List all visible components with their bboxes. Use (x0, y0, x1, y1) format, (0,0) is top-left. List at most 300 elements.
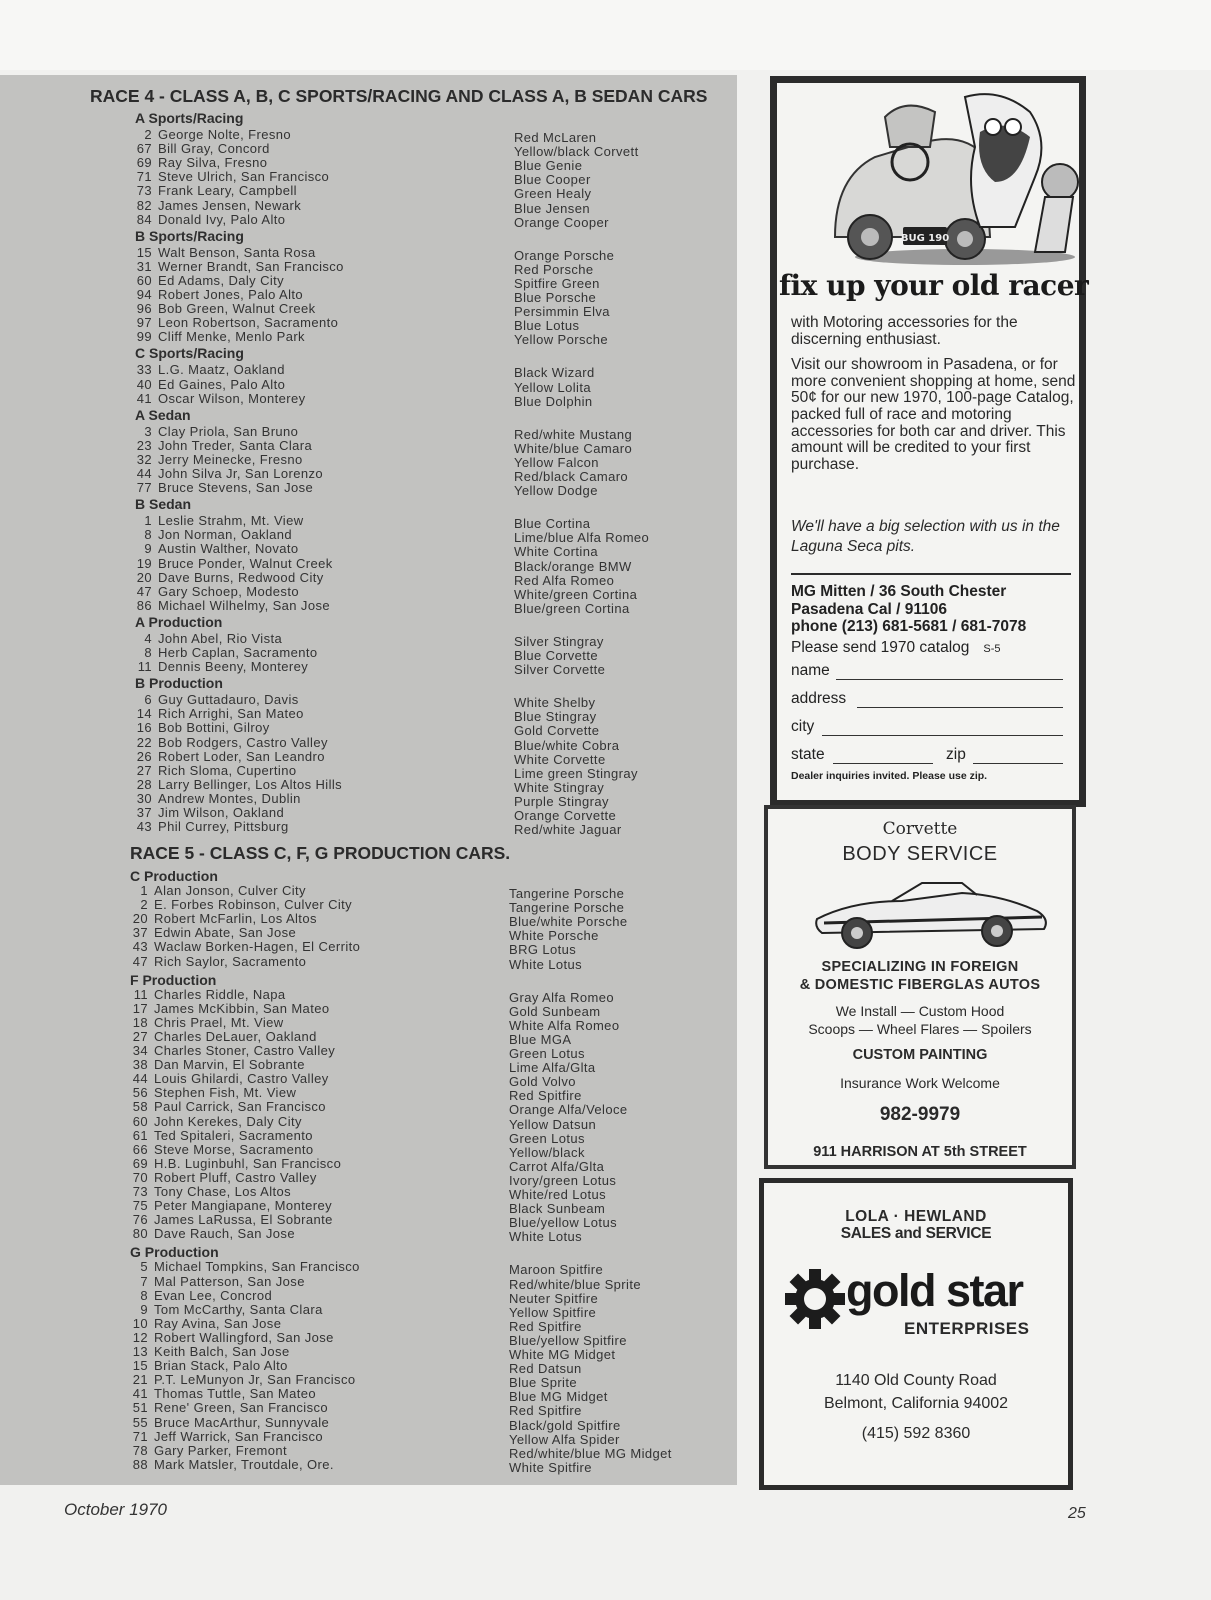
car-number: 55 (132, 1414, 148, 1430)
car-number: 99 (136, 329, 152, 345)
brand-subtitle: ENTERPRISES (904, 1319, 1030, 1338)
car-description: Red/white/blue Sprite (509, 1276, 641, 1292)
car-description: Red Datsun (509, 1361, 582, 1377)
car-number: 37 (132, 925, 148, 941)
car-description: Blue/yellow Spitfire (509, 1332, 627, 1348)
name-field[interactable] (791, 662, 1063, 682)
entry-row (122, 1114, 302, 1129)
entry-row (122, 1288, 272, 1303)
car-number: 8 (144, 527, 152, 543)
entry-row (126, 424, 298, 439)
driver-name: Andrew Montes, Dublin (158, 790, 301, 806)
car-description: Ivory/green Lotus (509, 1172, 617, 1188)
entry-row (122, 1443, 287, 1458)
entry-row (126, 763, 296, 778)
car-description: Carrot Alfa/Glta (509, 1158, 605, 1174)
car-description: Blue/white Porsche (509, 914, 628, 930)
entry-row (126, 301, 316, 316)
car-number: 77 (136, 480, 152, 496)
entry-row (122, 1259, 360, 1274)
car-description: Orange Corvette (514, 808, 617, 823)
entry-row (122, 1212, 333, 1227)
ad-paragraph: Visit our showroom in Pasadena, or for more convenient shopping at home, send 50¢ for our new 1970, 100-page Catalog, packed full of race and motoring accessories for both car and driver. This amount will be credited to your first purchase. (791, 356, 1076, 473)
ad-paragraph: with Motoring accessories for the discerning enthusiast. (791, 314, 1018, 348)
car-description: Gold Volvo (509, 1074, 576, 1090)
car-number: 76 (132, 1212, 148, 1228)
class-heading: B Sports/Racing (135, 227, 244, 244)
driver-name: John Silva Jr, San Lorenzo (158, 466, 324, 481)
page-top-margin (0, 0, 1211, 70)
car-description: Green Lotus (509, 1046, 585, 1061)
car-description: Gray Alfa Romeo (509, 989, 614, 1005)
driver-name: Bruce MacArthur, Sunnyvale (154, 1414, 330, 1430)
car-description: White/red Lotus (509, 1187, 607, 1202)
car-number: 82 (136, 197, 152, 213)
state-label: state (791, 746, 825, 763)
address-line: 1140 Old County Road (835, 1372, 997, 1389)
car-number: 9 (140, 1301, 148, 1317)
car-number: 30 (136, 790, 152, 806)
car-number: 3 (144, 423, 152, 439)
entry-row (122, 1226, 295, 1241)
driver-name: Tony Chase, Los Altos (154, 1184, 292, 1199)
driver-name: Mal Patterson, San Jose (154, 1273, 305, 1289)
ad-title-small: Corvette (882, 819, 958, 839)
catalog-request-text: Please send 1970 catalog (791, 639, 970, 656)
car-description: Black Sunbeam (509, 1201, 606, 1217)
driver-name: James Jensen, Newark (158, 197, 302, 213)
city-field[interactable] (791, 718, 1063, 738)
phone-number: (415) 592 8360 (861, 1425, 971, 1442)
entry-row (122, 1029, 317, 1044)
car-description: Yellow/black (509, 1144, 585, 1160)
car-description: Red Spitfire (509, 1318, 582, 1334)
car-description: Tangerine Porsche (509, 886, 625, 901)
driver-name: Leon Robertson, Sacramento (158, 315, 339, 331)
entry-row (126, 777, 342, 792)
driver-name: Charles DeLauer, Oakland (154, 1028, 317, 1044)
car-number: 13 (132, 1344, 148, 1359)
car-description: Red/white Jaguar (514, 822, 622, 838)
car-number: 66 (132, 1141, 148, 1157)
car-description: White Stingray (514, 779, 605, 795)
car-number: 43 (136, 819, 152, 835)
entry-row (122, 1043, 335, 1058)
entry-row (122, 1099, 326, 1114)
driver-name: Donald Ivy, Palo Alto (158, 211, 286, 227)
driver-name: Bruce Stevens, San Jose (158, 480, 314, 496)
driver-name: Ed Gaines, Palo Alto (158, 376, 286, 392)
car-number: 47 (132, 953, 148, 969)
car-description: Blue Genie (514, 158, 583, 174)
car-number: 37 (136, 805, 152, 820)
entry-row (126, 805, 284, 820)
dealer-note: Dealer inquiries invited. Please use zip. (791, 770, 988, 782)
entry-row (126, 645, 318, 660)
car-description: Blue Sprite (509, 1375, 577, 1391)
issue-date: October 1970 (64, 1500, 168, 1519)
entry-row (122, 1142, 314, 1157)
driver-name: Waclaw Borken-Hagen, El Cerrito (154, 939, 361, 955)
car-number: 10 (132, 1315, 148, 1331)
entry-row (122, 911, 317, 926)
entry-row (126, 735, 328, 750)
car-number: 8 (140, 1287, 148, 1303)
class-heading: A Production (135, 613, 223, 630)
entry-row (122, 939, 360, 954)
car-description: Maroon Spitfire (509, 1262, 604, 1278)
class-heading: B Production (135, 675, 223, 692)
car-number: 23 (136, 437, 152, 453)
entry-row (122, 1457, 334, 1472)
driver-name: Ray Silva, Fresno (158, 155, 268, 171)
entry-row (126, 749, 325, 764)
car-number: 71 (136, 169, 152, 185)
car-number: 21 (132, 1372, 148, 1388)
driver-name: Bruce Ponder, Walnut Creek (158, 555, 333, 571)
driver-name: Brian Stack, Palo Alto (154, 1358, 288, 1374)
driver-name: Michael Tompkins, San Francisco (154, 1259, 360, 1275)
car-description: Spitfire Green (514, 275, 600, 291)
driver-name: Robert Jones, Palo Alto (158, 287, 304, 302)
car-description: Red Porsche (514, 261, 594, 277)
entry-row (122, 1198, 332, 1213)
car-description: Yellow Spitfire (509, 1304, 597, 1320)
zip-blank[interactable] (973, 763, 1063, 764)
car-number: 17 (132, 1000, 148, 1016)
car-number: 40 (136, 376, 152, 392)
car-description: Lime/blue Alfa Romeo (514, 530, 650, 546)
car-description: Yellow Dodge (514, 483, 598, 499)
driver-name: George Nolte, Fresno (158, 127, 292, 142)
car-description: Blue Porsche (514, 290, 597, 305)
car-description: Green Lotus (509, 1130, 585, 1146)
entry-row (122, 1156, 341, 1171)
driver-name: Thomas Tuttle, San Mateo (154, 1386, 317, 1402)
entry-row (126, 584, 299, 599)
car-description: Gold Corvette (514, 723, 600, 739)
driver-name: Robert Loder, San Leandro (158, 748, 325, 764)
car-number: 61 (132, 1127, 148, 1143)
ad-headline: fix up your old racer (779, 269, 1089, 302)
car-description: Lime green Stingray (514, 765, 638, 781)
car-number: 2 (144, 127, 152, 142)
driver-name: Chris Prael, Mt. View (154, 1014, 284, 1030)
address-line: MG Mitten / 36 South Chester (791, 583, 1007, 600)
car-description: Lime Alfa/Glta (509, 1060, 596, 1076)
car-number: 5 (140, 1259, 148, 1275)
car-description: White Corvette (514, 751, 606, 767)
driver-name: Dave Rauch, San Jose (154, 1226, 295, 1242)
car-description: White Cortina (514, 544, 598, 560)
car-number: 69 (136, 155, 152, 171)
car-number: 70 (132, 1169, 148, 1185)
driver-name: Leslie Strahm, Mt. View (158, 513, 304, 529)
driver-name: Steve Ulrich, San Francisco (158, 169, 330, 185)
entry-row (126, 513, 304, 528)
entry-row (126, 819, 289, 834)
driver-name: Bill Gray, Concord (158, 141, 270, 157)
driver-name: Edwin Abate, San Jose (154, 925, 297, 941)
driver-name: Jon Norman, Oakland (158, 527, 293, 543)
car-description: Red/white Mustang (514, 426, 633, 442)
entry-row (122, 1386, 316, 1401)
driver-name: Rich Saylor, Sacramento (154, 953, 307, 969)
car-description: White MG Midget (509, 1347, 616, 1362)
car-number: 12 (132, 1329, 148, 1345)
entry-row (126, 570, 324, 585)
car-number: 7 (140, 1273, 148, 1289)
car-number: 69 (132, 1155, 148, 1171)
entry-row (122, 987, 286, 1002)
car-number: 94 (136, 287, 152, 302)
driver-name: Dan Marvin, El Sobrante (154, 1057, 305, 1073)
state-zip-field[interactable] (791, 746, 1063, 766)
car-number: 18 (132, 1014, 148, 1030)
driver-name: Tom McCarthy, Santa Clara (154, 1301, 323, 1317)
car-number: 8 (144, 645, 152, 660)
service-line: Scoops — Wheel Flares — Spoilers (808, 1021, 1032, 1037)
driver-name: Austin Walther, Novato (158, 541, 299, 557)
license-plate: BUG 190 (900, 233, 950, 244)
gold-star-logo-icon (784, 1268, 846, 1330)
car-number: 38 (132, 1057, 148, 1073)
car-number: 43 (132, 939, 148, 955)
mg-mitten-ad (770, 76, 1089, 807)
car-description: BRG Lotus (509, 942, 577, 958)
car-number: 6 (144, 692, 152, 708)
driver-name: Rich Sloma, Cupertino (158, 762, 297, 778)
car-number: 2 (140, 897, 148, 913)
car-description: Yellow/black Corvett (514, 144, 639, 160)
car-description: Silver Corvette (514, 662, 606, 678)
gold-star-ad (759, 1178, 1073, 1490)
insurance-line: Insurance Work Welcome (840, 1075, 1000, 1091)
driver-name: Paul Carrick, San Francisco (154, 1099, 326, 1115)
car-description: Yellow Falcon (514, 454, 599, 470)
class-heading: F Production (130, 971, 217, 988)
driver-name: Mark Matsler, Troutdale, Ore. (154, 1456, 334, 1472)
entry-row (122, 1001, 329, 1016)
car-description: Red/white/blue MG Midget (509, 1445, 672, 1461)
entry-row (126, 245, 316, 260)
car-number: 44 (136, 466, 152, 481)
car-number: 4 (144, 630, 152, 646)
driver-name: Peter Mangiapane, Monterey (154, 1198, 333, 1214)
entry-row (126, 155, 267, 170)
corvette-body-service-ad (764, 805, 1076, 1169)
entry-row (122, 1415, 329, 1430)
car-description: Green Healy (514, 186, 592, 202)
entry-row (122, 1071, 329, 1086)
entry-row (122, 1330, 334, 1345)
entry-row (126, 706, 304, 721)
entry-row (122, 1085, 296, 1100)
entry-row (126, 169, 329, 184)
car-number: 78 (132, 1442, 148, 1458)
car-number: 28 (136, 776, 152, 792)
driver-name: Charles Stoner, Castro Valley (154, 1043, 336, 1058)
race5-title: RACE 5 - CLASS C, F, G PRODUCTION CARS. (130, 843, 511, 863)
name-blank[interactable] (836, 679, 1063, 680)
address-label: address (791, 690, 847, 707)
driver-name: Cliff Menke, Menlo Park (158, 329, 305, 345)
car-description: Blue MGA (509, 1031, 572, 1047)
driver-name: Evan Lee, Concrod (154, 1287, 273, 1303)
car-number: 22 (136, 734, 152, 750)
car-description: White Spitfire (509, 1459, 592, 1475)
car-description: Black/orange BMW (514, 558, 632, 574)
entry-row (122, 897, 352, 912)
address-field[interactable] (791, 690, 1063, 710)
class-heading: C Sports/Racing (135, 345, 244, 362)
entry-row (126, 720, 270, 735)
specialty-line: & DOMESTIC FIBERGLAS AUTOS (799, 977, 1041, 993)
driver-name: Clay Priola, San Bruno (158, 423, 299, 439)
driver-name: Rene' Green, San Francisco (154, 1400, 329, 1416)
state-blank[interactable] (833, 763, 933, 764)
car-number: 60 (136, 272, 152, 288)
race4-title: RACE 4 - CLASS A, B, C SPORTS/RACING AND CLASS A, B SEDAN CARS (90, 86, 708, 106)
entry-row (126, 480, 313, 495)
driver-name: Werner Brandt, San Francisco (158, 258, 344, 274)
car-number: 71 (132, 1428, 148, 1444)
ad-title: BODY SERVICE (842, 843, 998, 865)
driver-name: Jeff Warrick, San Francisco (154, 1428, 324, 1444)
driver-name: Gary Parker, Fremont (154, 1442, 287, 1458)
driver-name: Robert Pluff, Castro Valley (154, 1169, 317, 1185)
driver-name: Dave Burns, Redwood City (158, 569, 324, 585)
driver-name: James LaRussa, El Sobrante (154, 1212, 333, 1228)
car-description: Blue Jensen (514, 200, 590, 216)
city-blank[interactable] (822, 735, 1063, 736)
racer-cartoon-illustration (815, 87, 1085, 267)
car-number: 27 (136, 762, 152, 778)
car-description: Tangerine Porsche (509, 900, 625, 916)
car-description: Red Alfa Romeo (514, 572, 615, 588)
driver-name: Dennis Beeny, Monterey (158, 659, 309, 675)
driver-name: Bob Bottini, Gilroy (158, 720, 270, 736)
car-description: Yellow Porsche (514, 332, 609, 348)
car-description: Blue/yellow Lotus (509, 1215, 617, 1231)
car-description: Orange Porsche (514, 247, 615, 263)
entry-row (122, 1184, 291, 1199)
entry-row (122, 1429, 323, 1444)
address-line: phone (213) 681-5681 / 681-7078 (791, 618, 1027, 635)
car-number: 41 (132, 1386, 148, 1402)
driver-name: John Kerekes, Daly City (154, 1113, 302, 1129)
car-description: Blue Cortina (514, 516, 591, 532)
car-number: 88 (132, 1456, 148, 1472)
driver-name: H.B. Luginbuhl, San Francisco (154, 1155, 342, 1171)
driver-name: Louis Ghilardi, Castro Valley (154, 1071, 329, 1087)
entry-row (122, 1372, 355, 1387)
car-number: 16 (136, 720, 152, 736)
entry-row (126, 452, 303, 467)
divider (791, 573, 1071, 575)
car-description: Blue Lotus (514, 318, 580, 334)
driver-name: P.T. LeMunyon Jr, San Francisco (154, 1372, 356, 1388)
car-description: Red Spitfire (509, 1403, 582, 1419)
entry-row (122, 1015, 284, 1030)
car-number: 44 (132, 1071, 148, 1087)
entry-row (126, 273, 284, 288)
ad-italic-note: We'll have a big selection with us in the Laguna Seca pits. (791, 518, 1060, 555)
entry-row (122, 1316, 281, 1331)
brand-name: gold star (846, 1265, 1023, 1316)
city-label: city (791, 718, 815, 735)
corvette-illustration (812, 871, 1052, 953)
entry-row (126, 127, 291, 142)
entry-row (126, 659, 308, 674)
driver-name: John Treder, Santa Clara (158, 437, 313, 453)
car-description: Orange Alfa/Veloce (509, 1102, 628, 1118)
form-code: S-5 (983, 643, 1001, 655)
entry-row (126, 259, 344, 274)
entry-row (126, 141, 270, 156)
entry-row (126, 541, 299, 556)
class-heading: A Sedan (135, 406, 191, 423)
brand-line: SALES and SERVICE (840, 1225, 992, 1242)
driver-name: Phil Currey, Pittsburg (158, 819, 289, 835)
car-description: Black/gold Spitfire (509, 1417, 621, 1433)
car-number: 20 (136, 569, 152, 585)
driver-name: Michael Wilhelmy, San Jose (158, 597, 330, 613)
entry-row (126, 183, 297, 198)
driver-name: E. Forbes Robinson, Culver City (154, 897, 353, 913)
entry-row (126, 438, 312, 453)
car-number: 11 (137, 659, 152, 675)
car-number: 26 (136, 748, 152, 764)
driver-name: Steve Morse, Sacramento (154, 1141, 314, 1157)
car-description: Blue Dolphin (514, 393, 593, 409)
driver-name: Robert Wallingford, San Jose (154, 1329, 334, 1345)
address-blank[interactable] (857, 707, 1063, 708)
car-number: 80 (132, 1226, 148, 1242)
car-number: 34 (132, 1043, 148, 1058)
driver-name: Charles Riddle, Napa (154, 986, 286, 1002)
driver-name: Frank Leary, Campbell (158, 183, 297, 199)
driver-name: Jim Wilson, Oakland (158, 805, 285, 820)
entry-row (126, 315, 338, 330)
driver-name: Ed Adams, Daly City (158, 272, 285, 288)
car-description: White Shelby (514, 695, 596, 711)
entry-row (122, 1400, 328, 1415)
driver-name: Stephen Fish, Mt. View (154, 1085, 297, 1101)
mailing-address (791, 583, 1081, 636)
car-description: Purple Stingray (514, 793, 609, 809)
entry-row (122, 883, 306, 898)
entry-row (122, 1057, 305, 1072)
car-description: Blue Cooper (514, 172, 591, 188)
car-description: Red/black Camaro (514, 469, 629, 484)
car-number: 15 (136, 244, 152, 260)
driver-name: Guy Guttadauro, Davis (158, 692, 299, 708)
car-number: 96 (136, 301, 152, 317)
entry-row (126, 329, 305, 344)
driver-name: Jerry Meinecke, Fresno (158, 451, 303, 467)
class-heading: B Sedan (135, 496, 192, 513)
car-description: White/green Cortina (514, 586, 638, 602)
class-heading: C Production (130, 868, 218, 884)
driver-name: Oscar Wilson, Monterey (158, 390, 306, 406)
car-number: 11 (133, 986, 148, 1002)
driver-name: Walt Benson, Santa Rosa (158, 244, 316, 260)
car-number: 58 (132, 1099, 148, 1115)
car-number: 56 (132, 1085, 148, 1101)
entry-row (126, 692, 299, 707)
car-description: White Porsche (509, 928, 599, 944)
